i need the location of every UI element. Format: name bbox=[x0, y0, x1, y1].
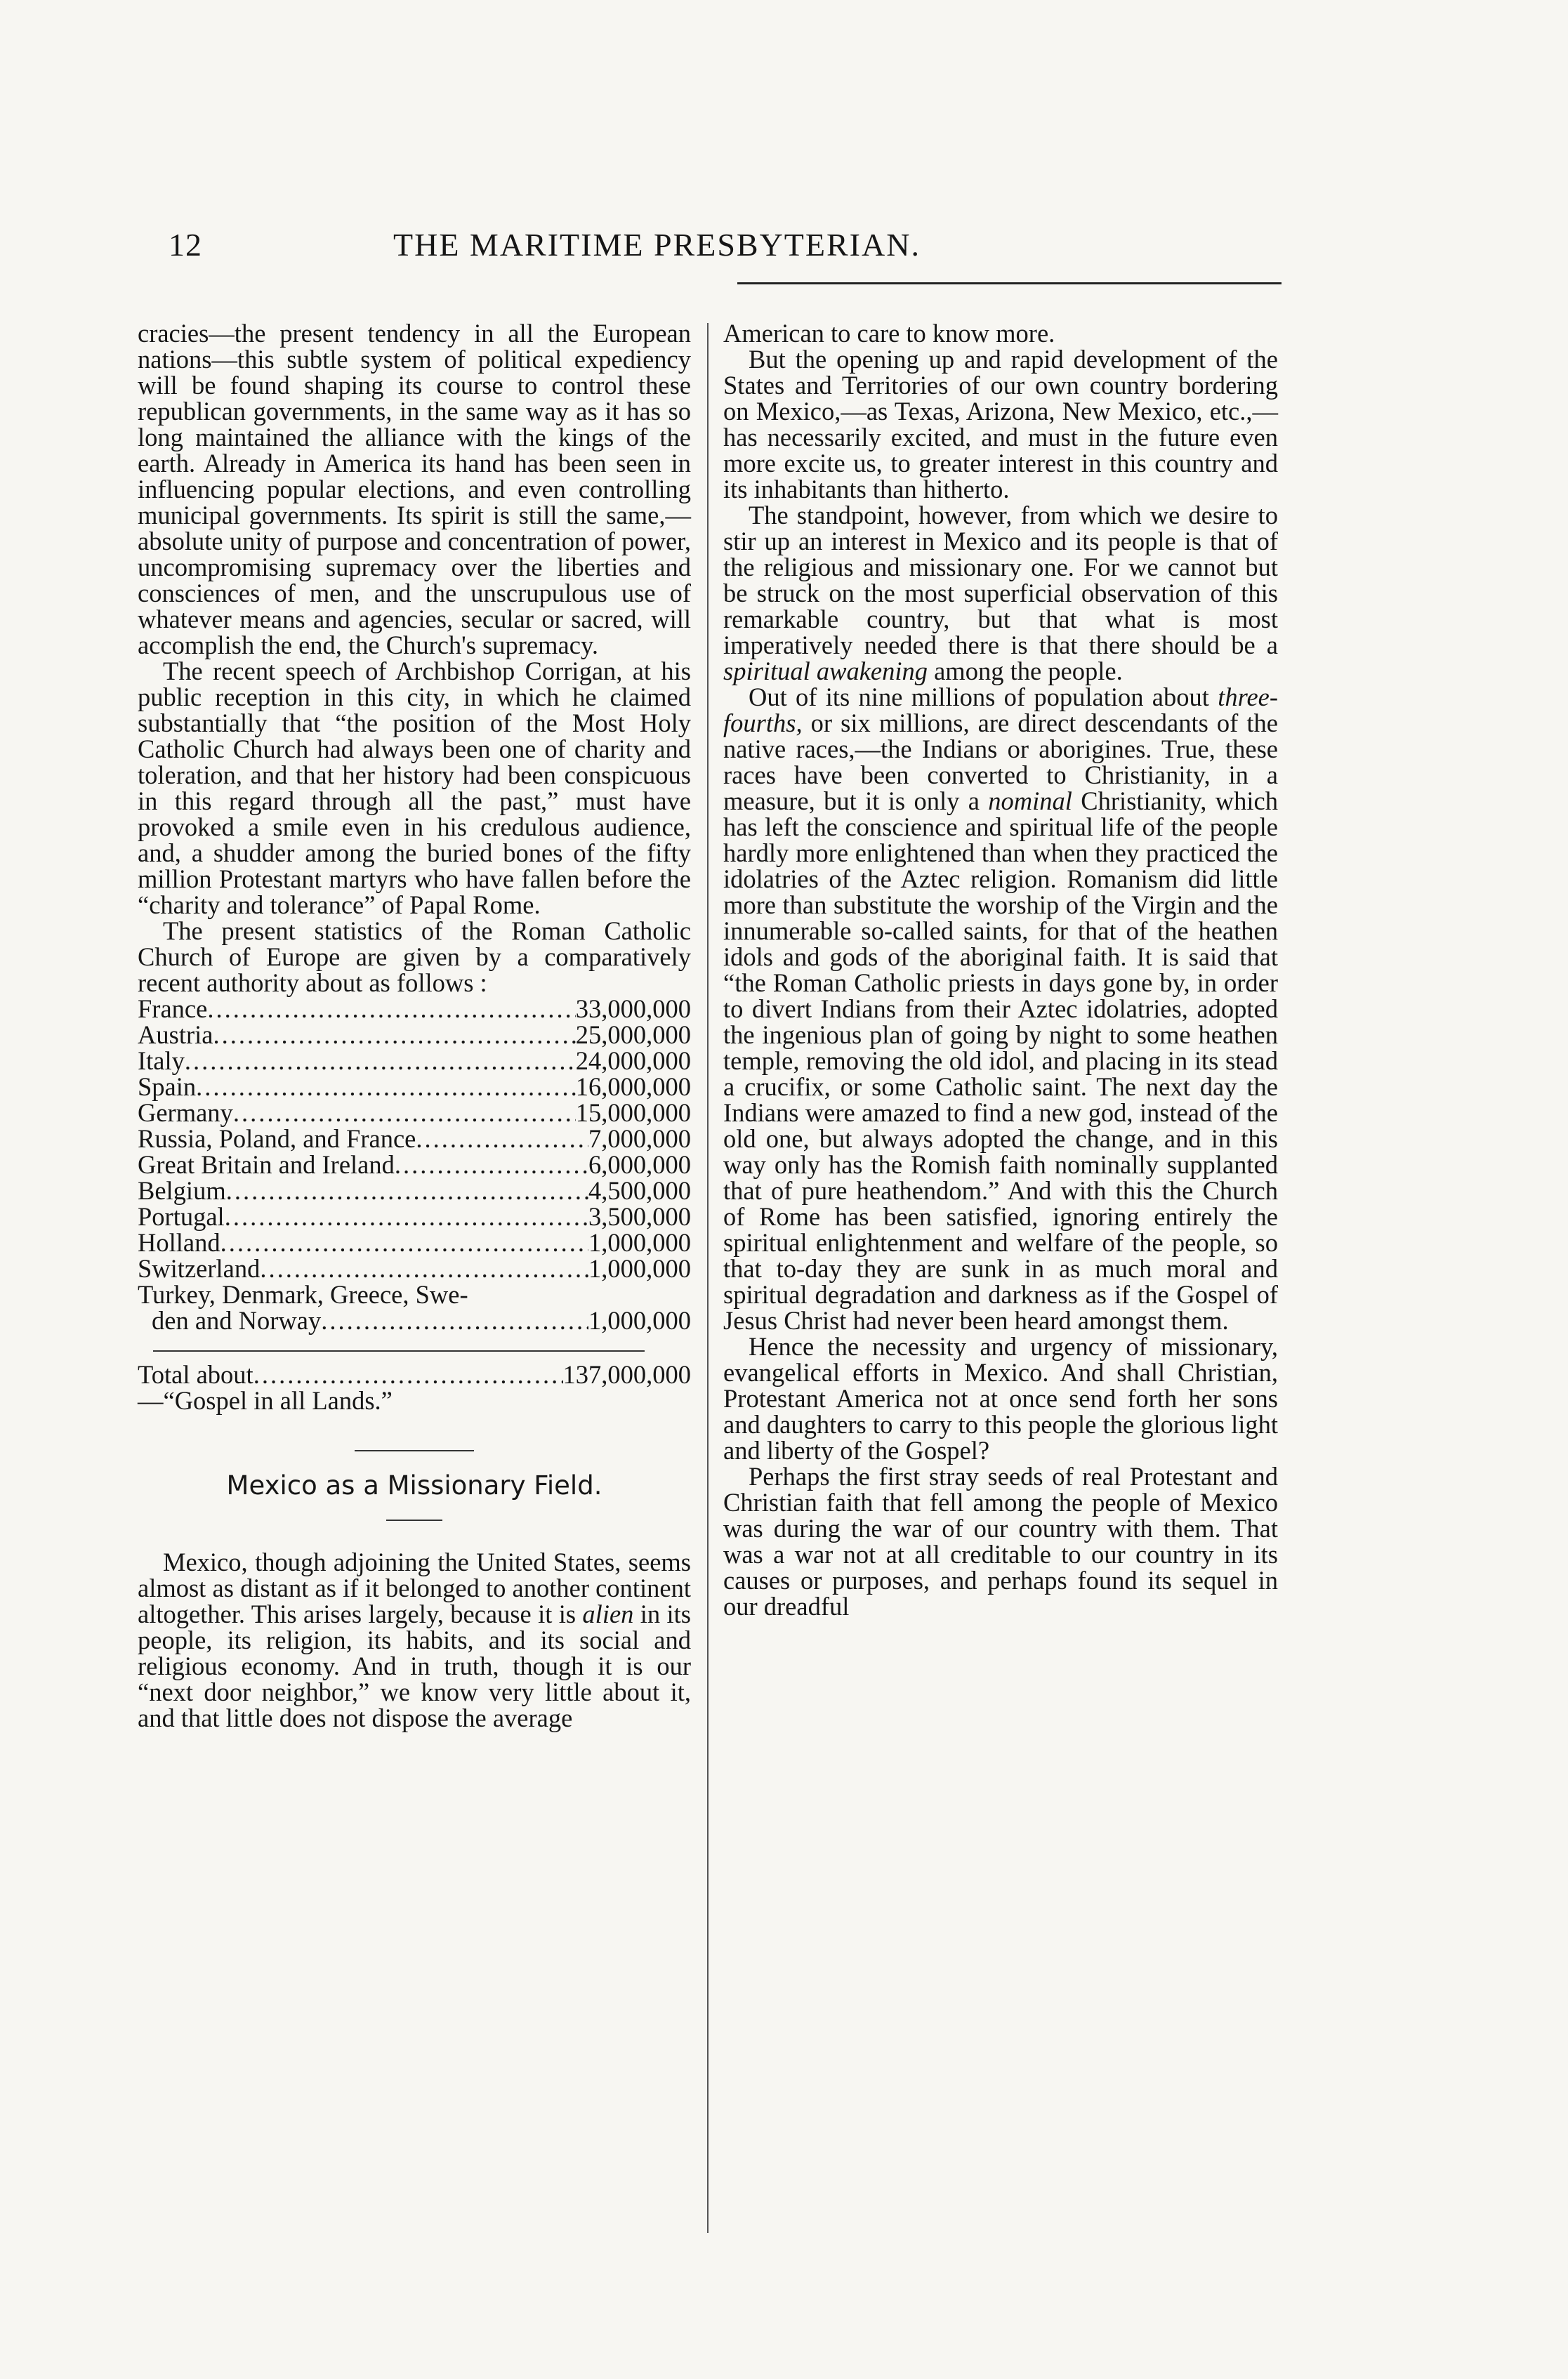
paragraph: The recent speech of Archbishop Corrigan, at his public reception in this city, in which he claimed substantially that “the position of the Most Holy Catholic Church had always been one of charity and toleration, and that her history had been conspicuous in this regard through all the past,” must have provoked a smile even in his credulous audience, and, a shudder among the buried bones of the fifty million Protestant martyrs who have fallen before the “charity and tolerance” of Papal Rome. bbox=[138, 657, 691, 919]
paragraph: But the opening up and rapid development of the States and Territories of our own country bordering on Mexico,—as Texas, Arizona, New Mexico, etc.,—has necessarily excited, and must in the future even more excite us, to greater interest in this country and its inhabitants than hitherto. bbox=[723, 345, 1278, 503]
section-rule bbox=[386, 1520, 442, 1521]
total-rule bbox=[153, 1350, 645, 1352]
paragraph: Hence the necessity and urgency of missionary, evangelical efforts in Mexico. And shall Christian, Protestant America not at once send forth her sons and daughters to carry to this people the glorious light and liberty of the Gospel? bbox=[723, 1332, 1278, 1465]
right-column bbox=[723, 320, 1278, 1619]
page-title: THE MARITIME PRESBYTERIAN. bbox=[393, 227, 921, 263]
stat-row: Switzerland ..... 1,000,000 bbox=[138, 1256, 691, 1281]
stat-row: Holland ..... 1,000,000 bbox=[138, 1230, 691, 1256]
column-divider bbox=[707, 323, 709, 2233]
stat-row: Spain ..... 16,000,000 bbox=[138, 1074, 691, 1100]
stat-row: Turkey, Denmark, Greece, Swe- den and Norway ..... 1,000,000 bbox=[138, 1281, 691, 1333]
stat-row: Russia, Poland, and France ..... 7,000,000 bbox=[138, 1126, 691, 1152]
section-rule bbox=[355, 1450, 474, 1451]
left-column bbox=[138, 320, 691, 1731]
stat-row: Austria ..... 25,000,000 bbox=[138, 1022, 691, 1048]
paragraph: The standpoint, however, from which we desire to stir up an interest in Mexico and its people is that of the religious and missionary one. For we cannot but be struck on the most superficial observation of this remarkable country, but that what is most imperatively needed there is that there should be a spiritual awakening among the people. bbox=[723, 501, 1278, 685]
stat-row: Great Britain and Ireland ..... 6,000,000 bbox=[138, 1152, 691, 1178]
stat-row: Italy ..... 24,000,000 bbox=[138, 1048, 691, 1074]
section-title: Mexico as a Missionary Field. bbox=[226, 1470, 602, 1501]
source-citation: —“Gospel in all Lands.” bbox=[138, 1386, 393, 1415]
page-number: 12 bbox=[169, 227, 202, 263]
paragraph: Out of its nine millions of population about three-fourths, or six millions, are direct descendants of the native races,—the Indians or aborigines. True, these races have been converted to Christianity, in a measure, but it is only a nominal Christianity, which has left the conscience and spiritual life of the people hardly more enlightened than when they practiced the idolatries of the Aztec religion. Romanism did little more than substitute the worship of the Virgin and the innumerable so-called saints, for that of the heathen idols and gods of the aboriginal faith. It is said that “the Roman Catholic priests in days gone by, in order to divert Indians from their Aztec idolatries, adopted the ingenious plan of going by night to some heathen temple, removing the old idol, and placing in its stead a crucifix, or some Catholic saint. The next day the Indians were amazed to find a new god, instead of the old one, but always adopted the change, and in this way only has the Romish faith nominally supplanted that of pure heathendom.” And with this the Church of Rome has been satisfied, ignoring entirely the spiritual enlightenment and welfare of the people, so that to-day they are sunk in as much moral and spiritual degradation and darkness as if the Gospel of Jesus Christ had never been heard amongst them. bbox=[723, 683, 1278, 1335]
paragraph: cracies—the present tendency in all the European nations—this subtle system of political expediency will be found shaping its course to control these republican governments, in the same way as it has so long maintained the alliance with the kings of the earth. Already in America its hand has been seen in influencing popular elections, and even controlling municipal governments. Its spirit is still the same,—absolute unity of purpose and concentration of power, uncompromising supremacy over the liberties and consciences of men, and the unscrupulous use of whatever means and agencies, secular or sacred, will accomplish the end, the Church's supremacy. bbox=[138, 319, 691, 659]
stat-row: Belgium ..... 4,500,000 bbox=[138, 1178, 691, 1204]
paragraph: The present statistics of the Roman Catholic Church of Europe are given by a comparatively recent authority about as follows : bbox=[138, 916, 691, 997]
total-row-list bbox=[138, 1362, 691, 1388]
paragraph: Mexico, though adjoining the United States, seems almost as distant as if it belonged to another continent altogether. This arises largely, because it is alien in its people, its religion, its habits, and its social and religious economy. And in truth, though it is our “next door neighbor,” we know very little about it, and that little does not dispose the average bbox=[138, 1548, 691, 1732]
total-row: Total about ..... 137,000,000 bbox=[138, 1362, 691, 1388]
paragraph: American to care to know more. bbox=[723, 319, 1055, 348]
stat-row: Germany ..... 15,000,000 bbox=[138, 1100, 691, 1126]
header-rule bbox=[737, 282, 1282, 284]
statistics-list bbox=[138, 996, 691, 1333]
stat-row: Portugal ..... 3,500,000 bbox=[138, 1204, 691, 1230]
paragraph: Perhaps the first stray seeds of real Protestant and Christian faith that fell among the people of Mexico was during the war of our country with them. That was a war not at all creditable to our country in its causes or purposes, and perhaps found its sequel in our dreadful bbox=[723, 1462, 1278, 1621]
page-header bbox=[169, 226, 1292, 268]
stat-row: France ..... 33,000,000 bbox=[138, 996, 691, 1022]
